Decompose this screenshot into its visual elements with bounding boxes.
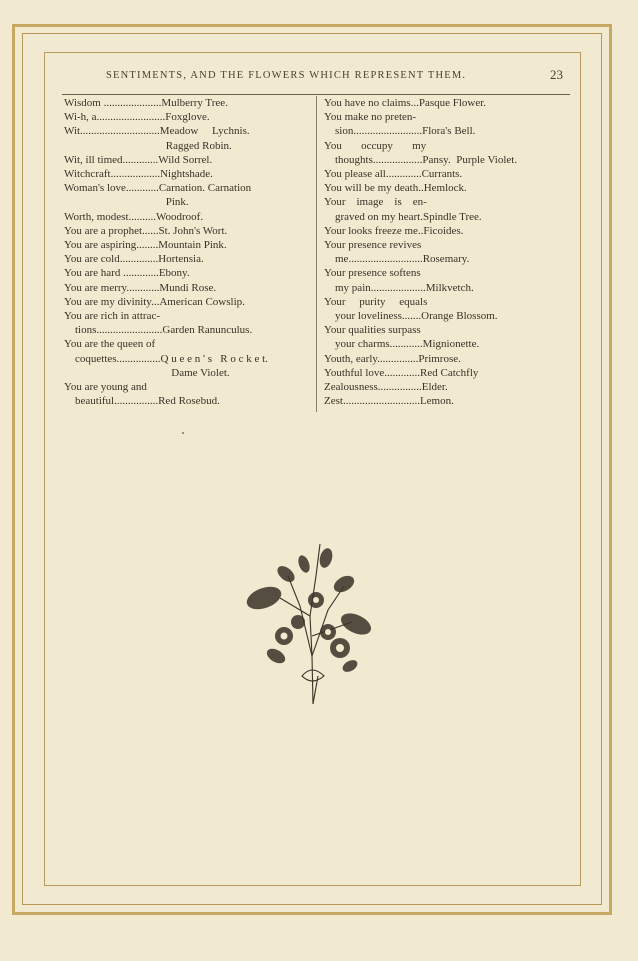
list-item: You are aspiring........Mountain Pink. [64,239,227,252]
list-item: You are a prophet......St. John's Wort. [64,224,228,237]
list-item: Youth, early...............Primrose. [324,352,461,365]
list-item: You are the queen of coquettes................Q u e e n ' s R o c k e t. Dame Violet. [64,338,268,379]
flower-bouquet-icon [240,536,386,708]
list-item: You are rich in attrac- tions........................Garden Ranunculus. [64,310,253,337]
list-item: Zealousness................Elder. [324,381,448,394]
list-item: Wit, ill timed.............Wild Sorrel. [64,153,213,166]
list-item: You are hard .............Ebony. [64,267,190,280]
list-item: You are merry............Mundi Rose. [64,281,217,294]
column-divider [316,96,317,412]
list-item: Wisdom .....................Mulberry Tree. [64,97,228,109]
list-item: Your qualities surpass your charms............Mignionette. [324,324,480,351]
list-item: Your image is en- graved on my heart.Spindle Tree. [324,196,482,223]
list-item: Your presence softens my pain....................Milkvetch. [324,267,474,294]
list-item: You are my divinity...American Cowslip. [64,295,245,308]
list-item: Your looks freeze me..Ficoides. [324,224,464,237]
list-item: Wit.............................Meadow Lychnis. Ragged Robin. [64,125,250,152]
list-item: You are cold..............Hortensia. [64,253,204,266]
list-item: You make no preten- sion.........................Flora's Bell. [324,111,476,138]
list-item: Worth, modest..........Woodroof. [64,210,204,223]
running-title: SENTIMENTS, AND THE FLOWERS WHICH REPRESENT THEM. [106,70,467,81]
list-item: Youthful love.............Red Catchfly [324,366,479,379]
page-number: 23 [550,67,563,82]
list-item: Your purity equals your loveliness.......Orange Blossom. [324,295,498,323]
page-header [44,66,581,90]
list-item: Witchcraft..................Nightshade. [64,168,213,181]
list-item: You will be my death..Hemlock. [324,182,467,195]
header-rule [62,94,570,95]
list-item: Your presence revives me...........................Rosemary. [324,239,470,266]
list-item: You are young and beautiful................Red Rosebud. [64,381,220,408]
right-column [324,96,574,408]
list-item: You have no claims...Pasque Flower. [324,97,487,109]
left-column [64,96,308,408]
list-item: Wi-h, a.........................Foxglove. [64,111,210,124]
list-item: You please all.............Currants. [324,168,463,181]
list-item: Woman's love............Carnation. Carnation Pink. [64,182,252,209]
list-item: You occupy my thoughts..................Pansy. Purple Violet. [324,139,518,166]
ink-speck [182,432,184,434]
list-item: Zest............................Lemon. [324,395,454,408]
